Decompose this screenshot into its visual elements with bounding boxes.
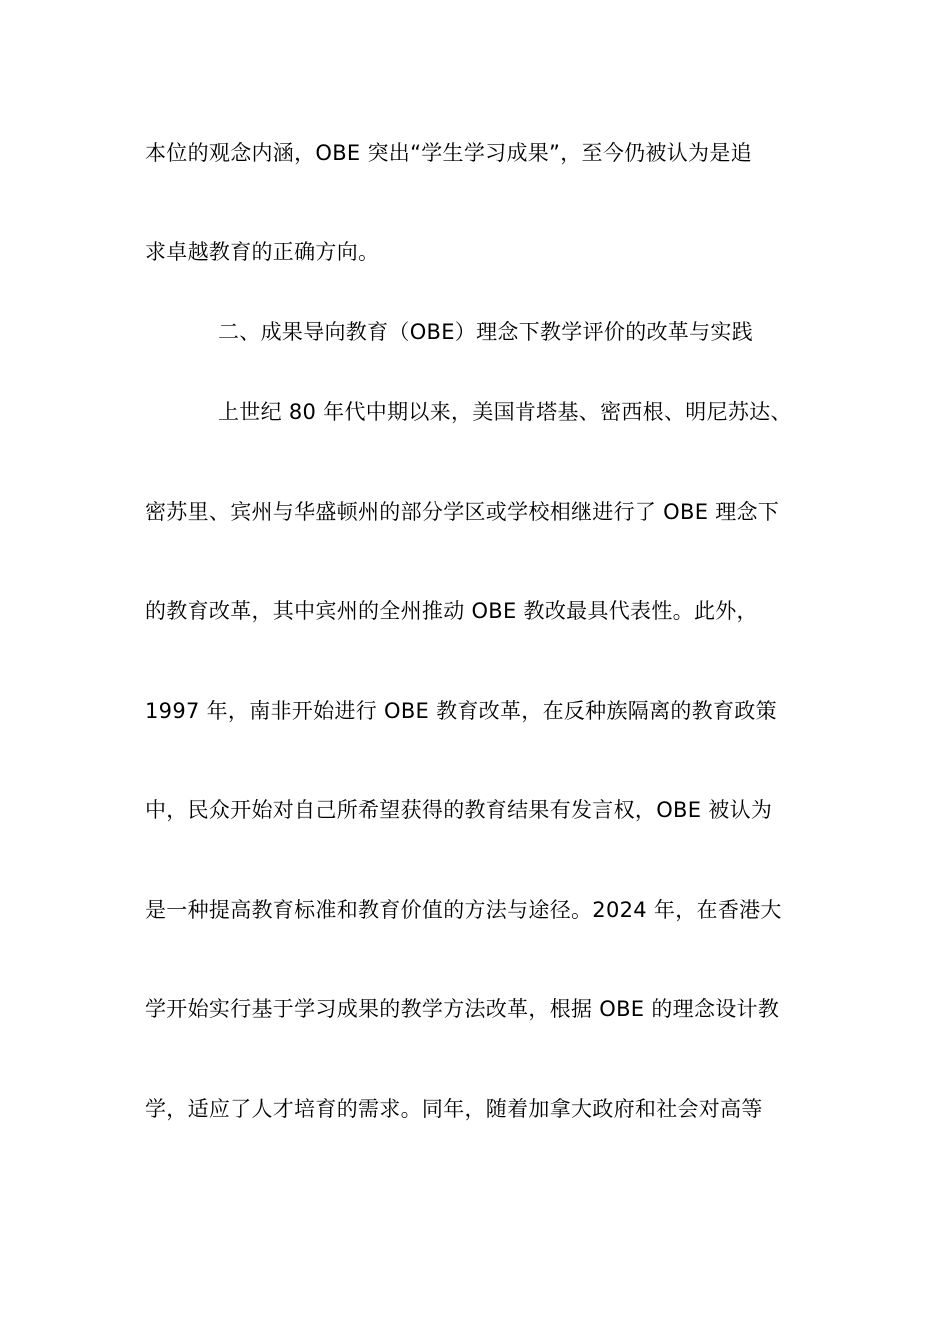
paragraph-line-9: 学开始实行基于学习成果的教学方法改革，根据 OBE 的理念设计教: [145, 997, 780, 1021]
section-heading: 二、成果导向教育（OBE）理念下教学评价的改革与实践: [218, 320, 754, 344]
paragraph-line-7: 中，民众开始对自己所希望获得的教育结果有发言权，OBE 被认为: [145, 798, 773, 822]
paragraph-line-8: 是一种提高教育标准和教育价值的方法与途径。2024 年，在香港大: [145, 898, 782, 922]
paragraph-line-6: 1997 年，南非开始进行 OBE 教育改革，在反种族隔离的教育政策: [145, 699, 777, 723]
paragraph-line-5: 的教育改革，其中宾州的全州推动 OBE 教改最具代表性。此外，: [145, 599, 758, 623]
paragraph-line-2: 求卓越教育的正确方向。: [145, 240, 380, 264]
paragraph-line-3: 上世纪 80 年代中期以来，美国肯塔基、密西根、明尼苏达、: [218, 400, 792, 424]
paragraph-line-10: 学，适应了人才培育的需求。同年，随着加拿大政府和社会对高等: [145, 1097, 763, 1121]
paragraph-line-1: 本位的观念内涵，OBE 突出“学生学习成果”，至今仍被认为是追: [145, 141, 752, 165]
paragraph-line-4: 密苏里、宾州与华盛顿州的部分学区或学校相继进行了 OBE 理念下: [145, 500, 780, 524]
